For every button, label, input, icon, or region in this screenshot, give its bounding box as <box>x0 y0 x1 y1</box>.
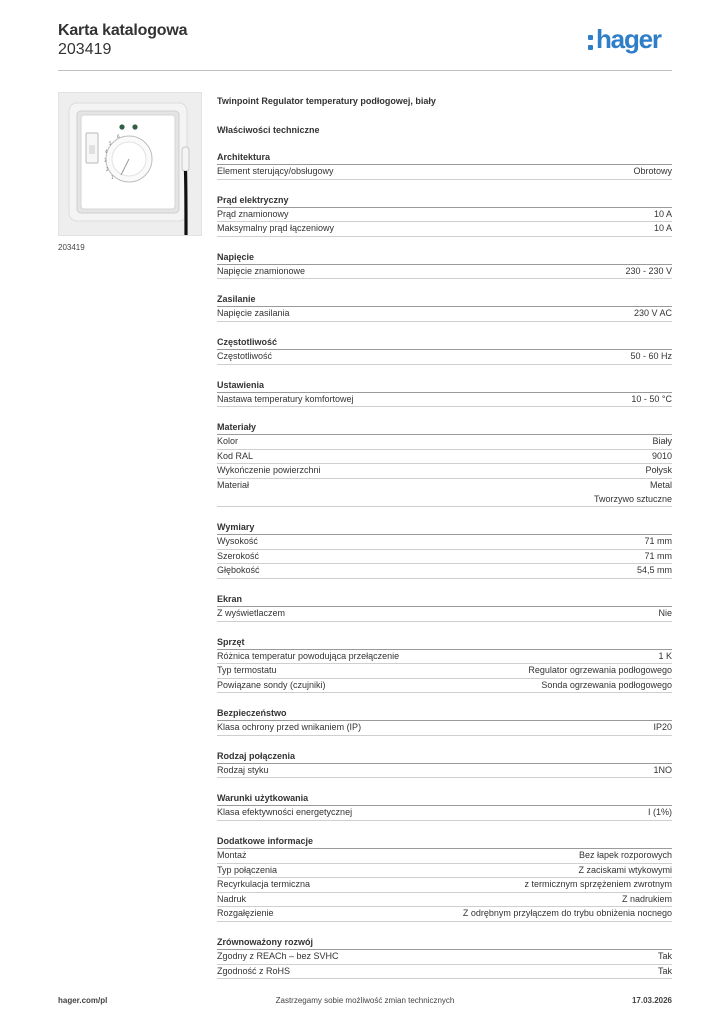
spec-label: Nastawa temperatury komfortowej <box>217 393 354 404</box>
spec-label: Nadruk <box>217 893 247 904</box>
spec-row <box>217 393 672 408</box>
spec-section <box>217 420 672 507</box>
spec-value <box>658 650 672 664</box>
spec-row <box>217 965 672 980</box>
spec-section <box>217 378 672 408</box>
section-title: Prąd elektryczny <box>217 193 672 208</box>
product-name: Twinpoint Regulator temperatury podłogowej, biały <box>217 96 436 106</box>
spec-value <box>644 535 672 549</box>
spec-value-line: Z nadrukiem <box>621 893 672 904</box>
spec-label: Wykończenie powierzchni <box>217 465 321 476</box>
spec-label: Zgodny z REACh – bez SVHC <box>217 951 339 962</box>
section-title: Bezpieczeństwo <box>217 706 672 721</box>
spec-row <box>217 907 672 922</box>
spec-value <box>625 265 672 279</box>
section-title: Materiały <box>217 420 672 435</box>
spec-label: Powiązane sondy (czujniki) <box>217 679 326 690</box>
document-title: Karta katalogowa <box>58 22 188 39</box>
spec-row <box>217 650 672 665</box>
spec-value-line: Połysk <box>645 465 672 476</box>
spec-value <box>648 806 672 820</box>
section-title: Ustawienia <box>217 378 672 393</box>
page-footer <box>58 996 672 1010</box>
spec-value <box>652 435 672 449</box>
spec-label: Różnica temperatur powodująca przełączenie <box>217 650 400 661</box>
spec-row <box>217 849 672 864</box>
section-title: Napięcie <box>217 250 672 265</box>
spec-section <box>217 250 672 280</box>
spec-value-line: Bez łapek rozporowych <box>578 850 672 861</box>
spec-value-line: Tak <box>657 951 672 962</box>
spec-row <box>217 893 672 908</box>
spec-label: Typ połączenia <box>217 864 278 875</box>
spec-section <box>217 749 672 779</box>
product-photo <box>58 92 202 236</box>
dial-mark-2: 2 <box>106 167 109 172</box>
document-number: 203419 <box>58 41 112 58</box>
spec-value-line: 10 A <box>653 223 672 234</box>
spec-row <box>217 878 672 893</box>
spec-value <box>463 907 672 921</box>
dial-mark-5: 5 <box>109 141 112 146</box>
spec-value <box>658 965 672 979</box>
spec-row <box>217 208 672 223</box>
spec-row <box>217 464 672 479</box>
spec-value-line: 10 A <box>653 208 672 219</box>
spec-label: Maksymalny prąd łączeniowy <box>217 223 335 234</box>
spec-value <box>645 464 672 478</box>
spec-section <box>217 292 672 322</box>
spec-label: Prąd znamionowy <box>217 208 289 219</box>
spec-value <box>644 550 672 564</box>
spec-row <box>217 864 672 879</box>
section-title: Architektura <box>217 150 672 165</box>
footer-website: hager.com/pl <box>58 996 108 1005</box>
spec-label: Napięcie znamionowe <box>217 265 306 276</box>
spec-section <box>217 592 672 622</box>
spec-label: Klasa ochrony przed wnikaniem (IP) <box>217 722 362 733</box>
spec-value <box>658 950 672 964</box>
spec-section <box>217 635 672 694</box>
spec-row <box>217 435 672 450</box>
spec-value-line: Z zaciskami wtykowymi <box>578 864 672 875</box>
spec-value-line: Z odrębnym przyłączem do trybu obniżenia nocnego <box>462 908 672 919</box>
spec-label: Częstotliwość <box>217 350 273 361</box>
spec-value-line: 54,5 mm <box>636 565 672 576</box>
hager-logo <box>588 26 672 56</box>
spec-row <box>217 679 672 694</box>
spec-value-line: 50 - 60 Hz <box>630 350 672 361</box>
spec-row <box>217 307 672 322</box>
spec-value-line: Regulator ogrzewania podłogowego <box>528 665 672 676</box>
spec-row <box>217 664 672 679</box>
section-title: Sprzęt <box>217 635 672 650</box>
spec-section <box>217 706 672 736</box>
footer-date: 17.03.2026 <box>631 996 672 1005</box>
spec-value-line: Sonda ogrzewania podłogowego <box>541 679 672 690</box>
spec-value <box>622 893 672 907</box>
spec-value-line: 230 - 230 V <box>625 265 672 276</box>
spec-section <box>217 150 672 180</box>
spec-value-line: 71 mm <box>644 536 672 547</box>
spec-value <box>633 165 672 179</box>
spec-label: Szerokość <box>217 550 260 561</box>
spec-value <box>653 721 672 735</box>
spec-sections <box>217 150 672 979</box>
spec-label: Kolor <box>217 436 239 447</box>
spec-label: Kod RAL <box>217 450 254 461</box>
spec-value-line: Tak <box>657 965 672 976</box>
spec-label: Z wyświetlaczem <box>217 607 286 618</box>
spec-value <box>654 222 672 236</box>
dial-mark-3: 3 <box>104 158 107 163</box>
spec-value <box>524 878 672 892</box>
spec-value-line: IP20 <box>653 722 672 733</box>
spec-value <box>578 864 672 878</box>
spec-row <box>217 564 672 579</box>
spec-row <box>217 535 672 550</box>
photo-caption: 203419 <box>58 243 85 252</box>
spec-row <box>217 607 672 622</box>
spec-row <box>217 165 672 180</box>
spec-value-line: 10 - 50 °C <box>631 393 672 404</box>
spec-value <box>654 208 672 222</box>
spec-section <box>217 335 672 365</box>
spec-value <box>630 350 672 364</box>
spec-value-line: Obrotowy <box>633 166 672 176</box>
spec-label: Zgodność z RoHS <box>217 965 291 976</box>
section-title: Dodatkowe informacje <box>217 834 672 849</box>
spec-label: Montaż <box>217 850 247 861</box>
spec-value-line: 1NO <box>653 764 672 775</box>
spec-value <box>579 849 672 863</box>
spec-value <box>653 764 672 778</box>
spec-section <box>217 935 672 979</box>
dial-mark-4: 4 <box>105 149 108 154</box>
spec-row <box>217 350 672 365</box>
spec-value <box>541 679 672 693</box>
spec-value-line: Tworzywo sztuczne <box>593 493 672 504</box>
spec-value <box>652 450 672 464</box>
spec-value-line: 230 V AC <box>633 308 672 319</box>
section-title: Warunki użytkowania <box>217 791 672 806</box>
spec-row <box>217 265 672 280</box>
spec-row <box>217 450 672 465</box>
spec-value-line: 71 mm <box>644 550 672 561</box>
spec-row <box>217 479 672 507</box>
spec-label: Recyrkulacja termiczna <box>217 879 311 890</box>
section-title: Wymiary <box>217 520 672 535</box>
spec-value-line: 9010 <box>651 450 672 461</box>
spec-value-line: Metal <box>649 479 672 490</box>
spec-value <box>594 479 672 506</box>
section-title: Częstotliwość <box>217 335 672 350</box>
section-title: Ekran <box>217 592 672 607</box>
spec-value <box>631 393 672 407</box>
spec-label: Wysokość <box>217 536 258 547</box>
section-title: Zrównoważony rozwój <box>217 935 672 950</box>
dial-mark-6: 6 <box>117 134 120 139</box>
spec-label: Element sterujący/obsługowy <box>217 166 334 176</box>
dial-mark-1: 1 <box>111 175 114 180</box>
footer-note: Zastrzegamy sobie możliwość zmian technicznych <box>275 996 455 1005</box>
spec-label: Rozgałęzienie <box>217 908 274 919</box>
spec-value-line: Biały <box>652 436 672 447</box>
spec-value <box>634 307 672 321</box>
spec-section <box>217 791 672 821</box>
spec-row <box>217 721 672 736</box>
spec-section <box>217 834 672 922</box>
spec-row <box>217 550 672 565</box>
section-title: Zasilanie <box>217 292 672 307</box>
spec-value-line: 1 K <box>658 650 672 661</box>
spec-row <box>217 950 672 965</box>
spec-section <box>217 520 672 579</box>
spec-label: Głębokość <box>217 565 260 576</box>
logo-dots-icon <box>588 35 594 52</box>
page-header <box>58 20 672 71</box>
spec-label: Klasa efektywności energetycznej <box>217 807 353 818</box>
spec-label: Rodzaj styku <box>217 764 269 775</box>
thermostat-image <box>59 93 201 235</box>
spec-value <box>528 664 672 678</box>
spec-label: Napięcie zasilania <box>217 308 290 319</box>
spec-value <box>637 564 672 578</box>
spec-value-line: z termicznym sprzężeniem zwrotnym <box>524 879 672 890</box>
spec-value-line: Nie <box>658 607 672 618</box>
spec-value-line: I (1%) <box>647 807 672 818</box>
technical-specification <box>217 96 672 979</box>
spec-label: Typ termostatu <box>217 665 277 676</box>
properties-heading: Właściwości techniczne <box>217 125 320 135</box>
spec-section <box>217 193 672 237</box>
logo-wordmark: hager <box>596 24 661 54</box>
spec-value <box>658 607 672 621</box>
spec-label: Materiał <box>217 479 250 490</box>
spec-row <box>217 764 672 779</box>
section-title: Rodzaj połączenia <box>217 749 672 764</box>
spec-row <box>217 222 672 237</box>
spec-row <box>217 806 672 821</box>
